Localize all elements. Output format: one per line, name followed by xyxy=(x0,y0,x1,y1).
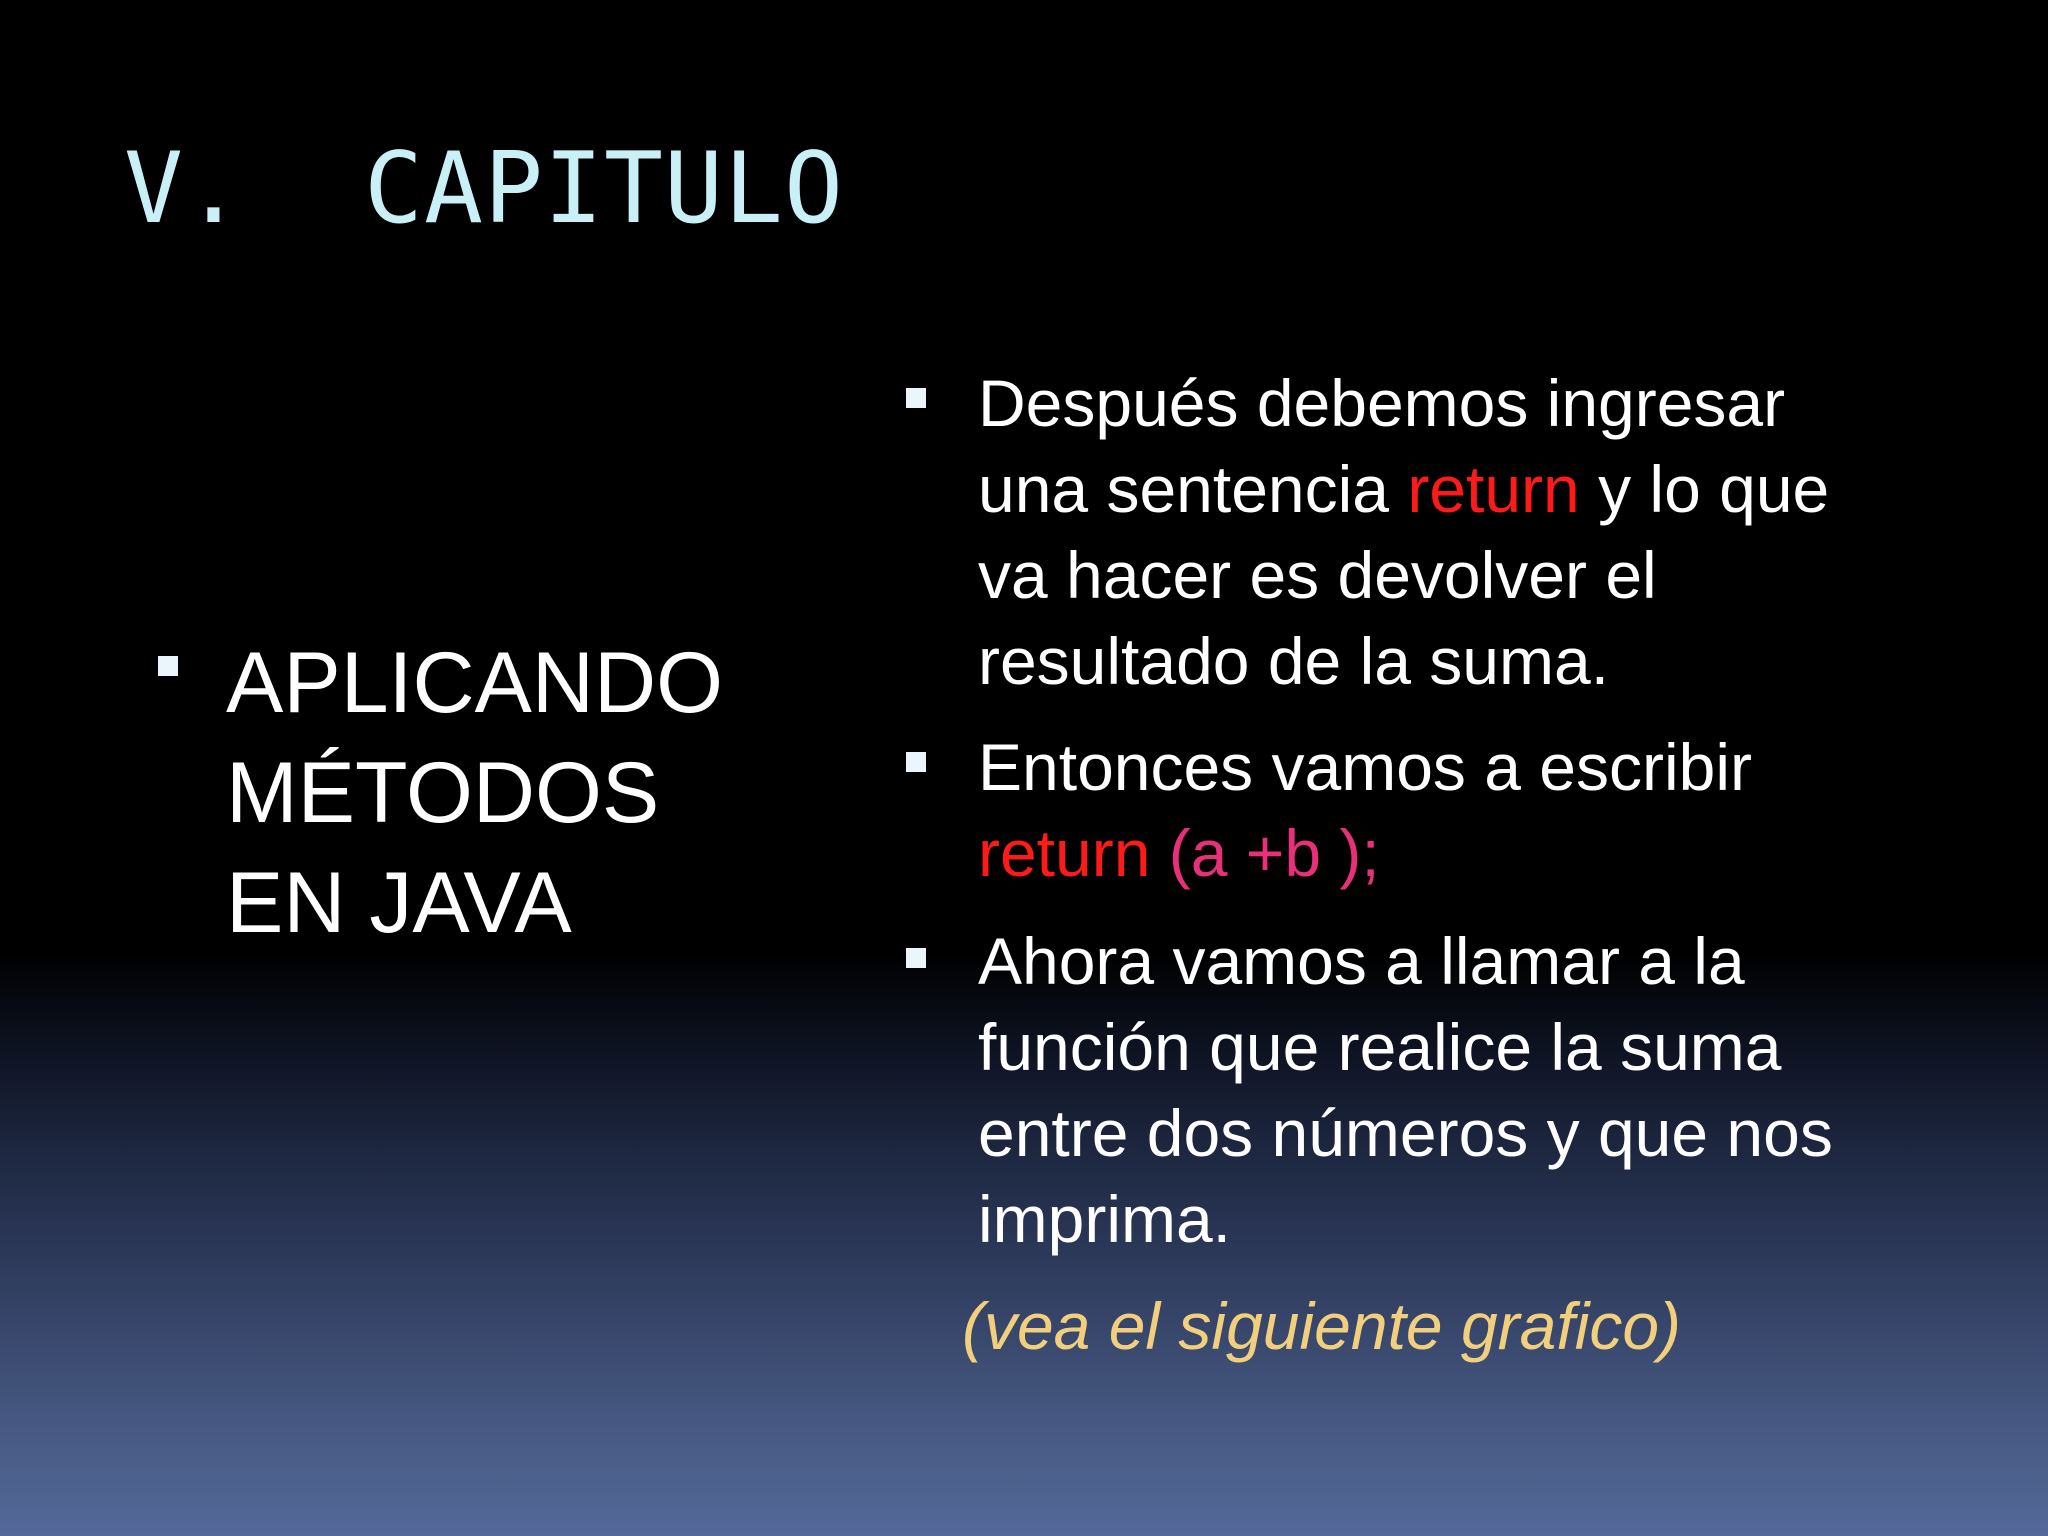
left-bullet-line: MÉTODOS xyxy=(226,745,660,841)
bullet-line: Ahora vamos a llamar a la xyxy=(978,924,1745,998)
return-keyword: return xyxy=(978,816,1151,890)
bullet-line: función que realice la suma xyxy=(978,1010,1782,1084)
text-segment: y lo que xyxy=(1579,452,1830,526)
left-bullet-marker xyxy=(158,656,178,676)
bullet-line: Después debemos ingresar xyxy=(978,366,1786,440)
bullet-line: imprima. xyxy=(978,1182,1232,1256)
right-bullet-marker-1 xyxy=(906,388,926,408)
right-bullet-2 xyxy=(978,724,2018,896)
right-bullet-marker-2 xyxy=(906,752,926,772)
right-bullet-marker-3 xyxy=(906,948,926,968)
left-bullet-text xyxy=(226,628,846,958)
bullet-line: entre dos números y que nos xyxy=(978,1096,1833,1170)
bullet-line: va hacer es devolver el xyxy=(978,538,1657,612)
return-keyword: return xyxy=(1407,452,1580,526)
code-expression: (a +b ); xyxy=(1150,816,1380,890)
left-bullet-line: EN JAVA xyxy=(226,855,572,951)
left-bullet-line: APLICANDO xyxy=(226,635,724,731)
slide-title: V. CAPITULO xyxy=(124,132,845,246)
right-bullet-1 xyxy=(978,360,2018,704)
bullet-line: Entonces vamos a escribir xyxy=(978,730,1752,804)
see-next-graphic-note: (vea el siguiente grafico) xyxy=(962,1289,1682,1363)
right-bullet-3 xyxy=(978,918,2018,1262)
bullet-line: resultado de la suma. xyxy=(978,624,1610,698)
code-line xyxy=(978,810,2018,896)
text-segment: una sentencia xyxy=(978,452,1408,526)
bullet-line xyxy=(978,446,2018,532)
